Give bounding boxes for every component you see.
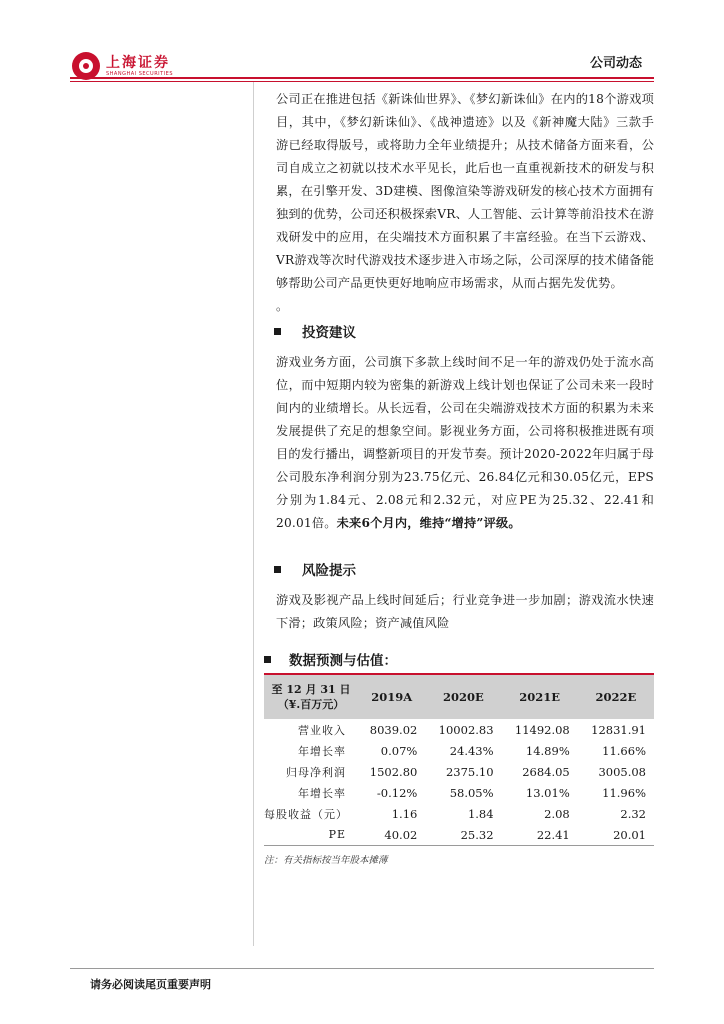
table-cell: 2.32 [620,806,646,821]
row-label: 归母净利润 [286,765,346,779]
column-divider [253,82,254,946]
table-cell: 20.01 [578,824,654,846]
table-cell: 0.07% [380,743,418,758]
table-row [264,719,654,740]
table-corner-cell [264,675,358,719]
table-cell: 2.08 [544,806,570,821]
table-cell: 2375.10 [445,764,494,779]
table-cell: 3005.08 [598,764,646,779]
table-cell: 58.05% [449,785,494,800]
square-bullet-icon [274,328,281,335]
table-row [264,740,654,761]
invest-heading-label: 投资建议 [302,325,356,341]
table-cell: 11.66% [602,743,646,758]
table-cell: 1502.80 [369,764,418,779]
table-cell: 10002.83 [438,722,494,737]
page-header [0,0,724,82]
table-cell: 1.84 [467,806,494,821]
table-cell: 14.89% [525,743,570,758]
table-row [264,803,654,824]
row-label: 营业收入 [298,723,346,737]
risk-heading-label: 风险提示 [302,563,356,579]
header-divider-thin [70,81,654,82]
table-cell: 24.43% [449,743,494,758]
column-header: 2020E [425,675,501,719]
logo-emblem-icon [72,52,100,80]
invest-text: 游戏业务方面，公司旗下多款上线时间不足一年的游戏仍处于流水高位，而中短期内较为密集的新游戏上线计划也保证了公司未来一段时间内的业绩增长。从长远看，公司在尖端游戏技术方面的积累为未来发展提供了充足的想象空间。影视业务方面，公司将积极推进既有项目的发行播出，调整新项目的开发节奏。预计2020-2022年归属于母公司股东净利润分别为23.75亿元、26.84亿元和30.05亿元，EPS分别为1.84元、2.08元和2.32元，对应PE为25.32、22.41和20.01倍。 [276,355,654,530]
table-cell: 13.01% [525,785,570,800]
table-cell: 25.32 [425,824,501,846]
forecast-heading [264,650,654,675]
footer-disclaimer: 请务必阅读尾页重要声明 [90,978,211,991]
forecast-heading-label: 数据预测与估值： [289,653,397,669]
header-divider [70,77,654,79]
table-note: 注：有关指标按当年股本摊薄 [264,855,388,866]
column-header: 2019A [358,675,425,719]
row-label: 每股收益（元） [264,807,348,821]
table-cell: 12831.91 [591,722,646,737]
invest-heading [274,321,654,341]
column-header: 2022E [578,675,654,719]
logo-name-en: SHANGHAI SECURITIES [106,70,174,77]
table-cell: 8039.02 [369,722,418,737]
header-title: 公司动态 [589,56,642,71]
table-cell: 2684.05 [522,764,570,779]
forecast-table [264,675,654,846]
table-row [264,824,654,846]
row-label: PE [264,824,358,846]
main-content [276,88,654,635]
table-cell: 22.41 [502,824,578,846]
trailing-dot: 。 [276,299,289,313]
square-bullet-icon [264,656,271,663]
logo-name-cn: 上海证券 [106,54,170,71]
table-cell: 1.16 [391,806,418,821]
row-label: 年增长率 [298,744,346,758]
corner-date: 至 12 月 31 日 [271,683,351,696]
table-header-row [264,675,654,719]
table-cell: 40.02 [358,824,425,846]
risk-heading [274,559,654,579]
table-cell: 11492.08 [514,722,570,737]
footer-divider [70,968,654,969]
invest-paragraph [276,351,654,535]
risk-paragraph: 游戏及影视产品上线时间延后；行业竞争进一步加剧；游戏流水快速下滑；政策风险；资产减值风险 [276,593,654,630]
row-label: 年增长率 [298,786,346,800]
column-header: 2021E [502,675,578,719]
table-row [264,761,654,782]
table-cell: -0.12% [376,785,418,800]
company-logo [72,52,173,80]
square-bullet-icon [274,566,281,573]
forecast-table-section [264,650,654,866]
invest-rating: 未来6个月内，维持“增持”评级。 [336,516,521,530]
intro-paragraph: 公司正在推进包括《新诛仙世界》、《梦幻新诛仙》在内的18个游戏项目，其中，《梦幻新诛仙》、《战神遗迹》以及《新神魔大陆》三款手游已经取得版号，或将助力全年业绩提升；从技术储备方面来看，公司自成立之初就以技术水平见长，此后也一直重视新技术的研发与积累，在引擎开发、3D建模、图像渲染等游戏研发的核心技术方面拥有独到的优势，公司还积极探索VR、人工智能、云计算等前沿技术在游戏研发中的应用，在尖端技术方面积累了丰富经验。在当下云游戏、VR游戏等次时代游戏技术逐步进入市场之际，公司深厚的技术储备能够帮助公司产品更快更好地响应市场需求，从而占据先发优势。 [276,92,654,290]
table-cell: 11.96% [602,785,646,800]
corner-unit: （¥.百万元） [277,698,345,711]
table-row [264,782,654,803]
